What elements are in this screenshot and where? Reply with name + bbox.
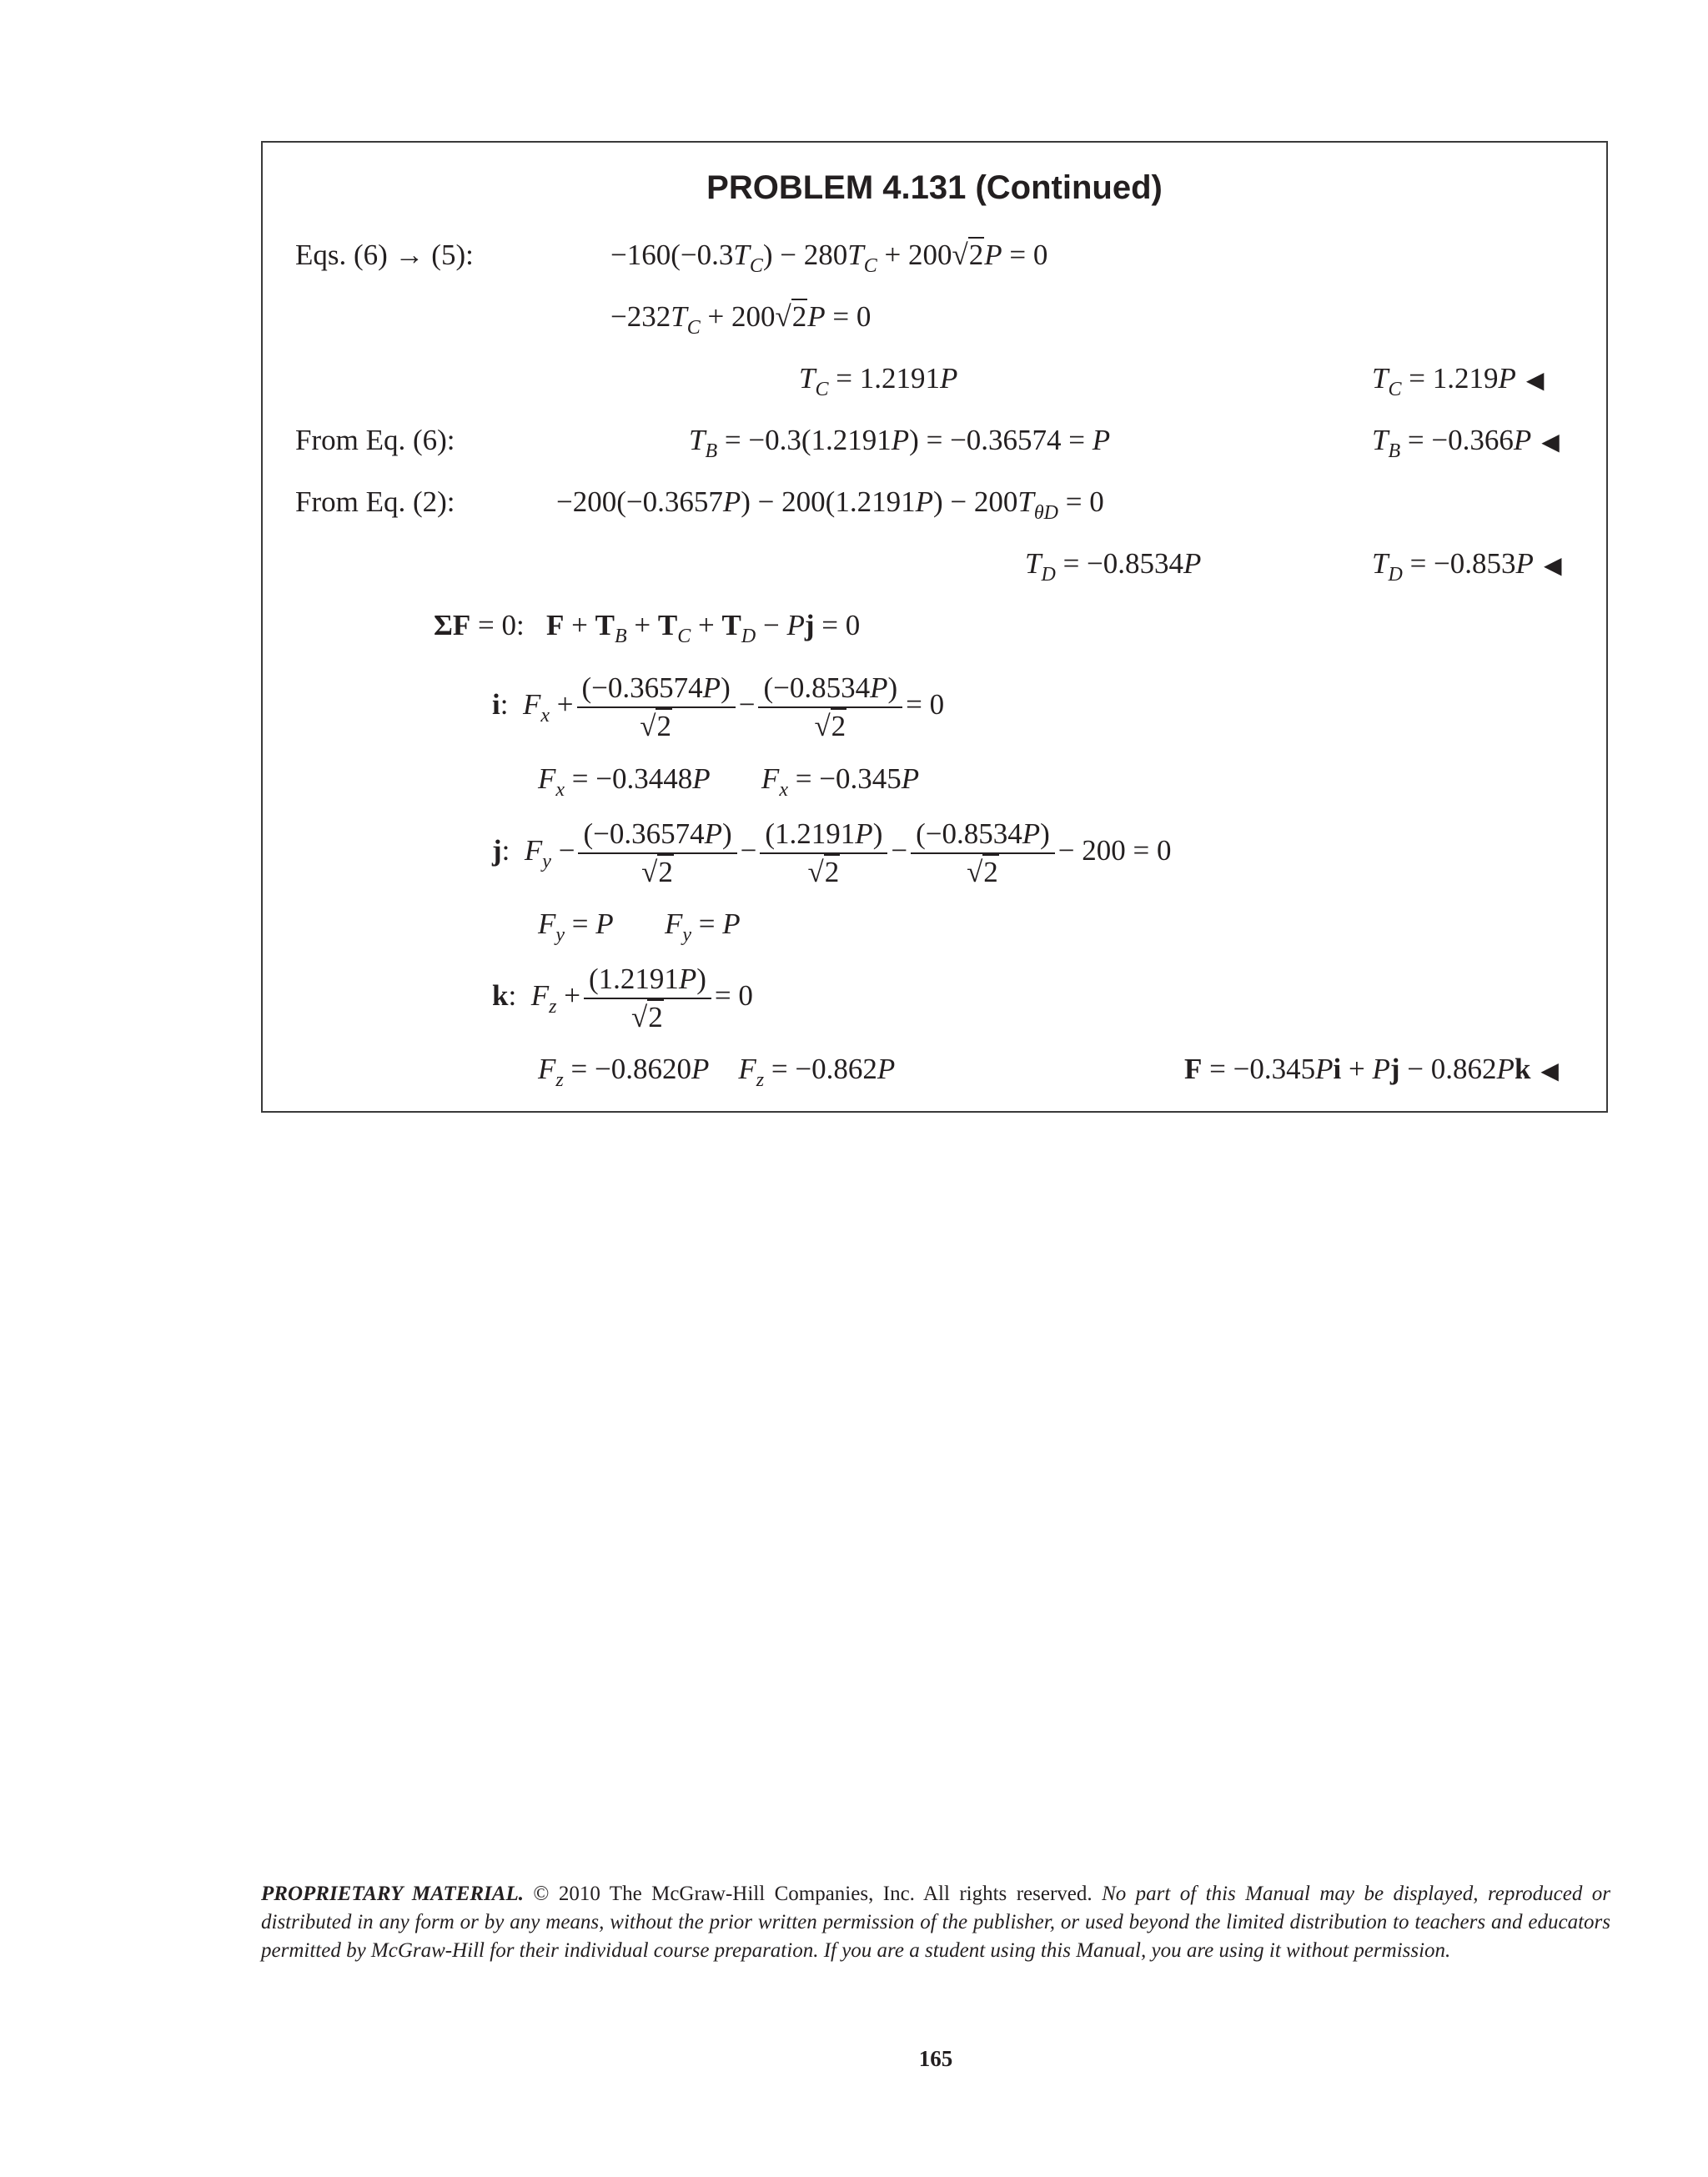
answer-tc: $T_C = 1.219P$ ◀ — [1372, 362, 1545, 400]
equation-td: $T_D = -0.8534P$ — [1025, 547, 1202, 586]
answer-marker-icon: ◀ — [1543, 551, 1562, 579]
problem-title: PROBLEM 4.131 (Continued) — [706, 169, 1163, 206]
answer-marker-icon: ◀ — [1540, 1057, 1559, 1084]
answer-tb: $T_B = -0.366P$ ◀ — [1372, 424, 1560, 462]
equation-sum-f: ΣF = 0: $F + T_B + T_C + T_D - Pj = 0$ — [434, 609, 861, 647]
answer-td: $T_D = -0.853P$ ◀ — [1372, 547, 1562, 586]
answer-f: F = −0.345Pi + Pj − 0.862Pk ◀ — [1184, 1053, 1559, 1085]
equation-fz: $F_z = -0.8620P$ $F_z = -0.862P$ — [538, 1053, 896, 1091]
equation-tb: $T_B = -0.3(1.2191P) = -0.36574 = P$ — [689, 424, 1111, 462]
label-eqs-6-5: Eqs. (6) → (5): — [295, 239, 474, 271]
answer-marker-icon: ◀ — [1525, 366, 1545, 394]
equation-fy: $F_y = P$ $F_y = P$ — [538, 908, 741, 946]
equation-2: $-232T_C + 200√2P = 0$ — [610, 300, 872, 339]
page-number: 165 — [918, 2046, 953, 2071]
label-from-eq2: From Eq. (2): — [295, 485, 455, 518]
equation-k: k: $F_z$ + $\frac{(1.2191P)}{√2}$ = 0 — [492, 963, 753, 1033]
equation-j: j: $F_y$ − $\frac{(-0.36574P)}{√2}$ − $\frac{(1.2191P)}{√2}$ − $\frac{(-0.8534P)}{√2}$ − 200 = 0 — [492, 817, 1172, 888]
proprietary-notice: PROPRIETARY MATERIAL. © 2010 The McGraw-Hill Companies, Inc. All rights reserved. No part of this Manual may be displayed, reproduced or distributed in any form or by any means, without the prior written permission of the publisher, or used beyond the limited distribution to teachers and educators permitted by McGraw-Hill for their individual course preparation. If you are a student using this Manual, you are using it without permission. — [261, 1883, 1610, 1962]
equation-1: $-160(-0.3T_C) - 280T_C + 200√2P = 0$ — [610, 239, 1048, 277]
equation-3: $-200(-0.3657P) - 200(1.2191P) - 200T_{\theta D} = 0$ — [556, 485, 1104, 524]
label-from-eq6: From Eq. (6): — [295, 424, 455, 456]
equation-i: i: $F_x$ + $\frac{(-0.36574P)}{√2}$ − $\frac{(-0.8534P)}{√2}$ = 0 — [492, 671, 945, 742]
answer-marker-icon: ◀ — [1541, 428, 1560, 455]
equation-tc: $T_C = 1.2191P$ — [799, 362, 958, 400]
equation-fx: $F_x = -0.3448P$ $F_x = -0.345P$ — [538, 762, 920, 801]
